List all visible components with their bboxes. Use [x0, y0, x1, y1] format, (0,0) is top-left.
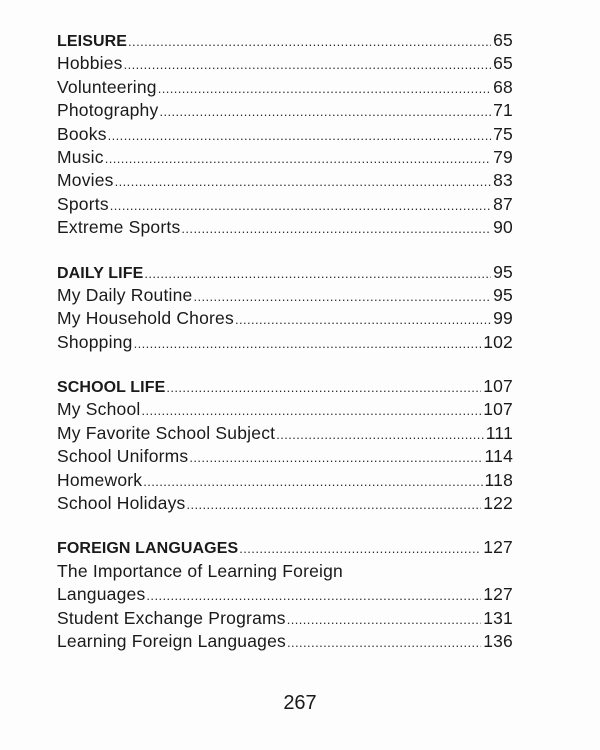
toc-entry-page: 90 [493, 217, 513, 238]
toc-heading-label: FOREIGN LANGUAGES [57, 540, 239, 558]
toc-entry-page: 83 [493, 170, 513, 191]
toc-entry-page: 99 [493, 308, 513, 329]
toc-entry-label: Books [57, 123, 107, 144]
dot-leader [115, 170, 491, 193]
toc-entry-page: 79 [493, 146, 513, 167]
dot-leader [287, 631, 481, 654]
toc-entry [57, 422, 513, 445]
toc-entry-label: Shopping [57, 331, 133, 352]
toc-heading [57, 536, 513, 559]
toc-entry-page: 111 [485, 422, 513, 443]
toc-entry [57, 52, 513, 75]
toc-entry-label: Learning Foreign Languages [57, 630, 286, 651]
dot-leader [159, 100, 491, 123]
toc-entry-page: 102 [483, 331, 513, 352]
toc-section-foreign-languages [57, 536, 513, 653]
toc-entry-page: 136 [483, 630, 513, 651]
toc-entry-page: 68 [493, 76, 513, 97]
page-number: 267 [283, 692, 317, 714]
toc-heading-label: DAILY LIFE [57, 264, 144, 282]
table-of-contents [57, 29, 513, 674]
dot-leader [108, 124, 491, 147]
toc-entry-label: Photography [57, 100, 159, 121]
dot-leader [189, 446, 482, 469]
dot-leader [124, 53, 492, 76]
dot-leader [193, 285, 491, 308]
dot-leader [134, 332, 482, 355]
toc-entry [57, 469, 513, 492]
dot-leader [166, 376, 481, 399]
toc-entry [57, 284, 513, 307]
toc-entry-label: My Household Chores [57, 308, 234, 329]
dot-leader [128, 30, 491, 53]
toc-heading-label: LEISURE [57, 33, 128, 50]
toc-entry [57, 630, 513, 653]
dot-leader [181, 217, 491, 240]
toc-entry-page: 87 [493, 193, 513, 214]
dot-leader [158, 77, 491, 100]
dot-leader [142, 399, 482, 422]
toc-entry-label: Sports [57, 193, 109, 214]
toc-entry-label: School Uniforms [57, 446, 189, 467]
toc-entry-label: School Holidays [57, 493, 186, 514]
toc-entry [57, 492, 513, 515]
toc-entry-label: Music [57, 146, 104, 167]
toc-entry-label: Hobbies [57, 53, 123, 74]
dot-leader [146, 584, 481, 607]
toc-entry [57, 331, 513, 354]
toc-heading [57, 261, 513, 284]
toc-entry [57, 445, 513, 468]
dot-leader [235, 308, 491, 331]
toc-entry-label: Extreme Sports [57, 217, 181, 238]
toc-entry [57, 307, 513, 330]
toc-entry [57, 607, 513, 630]
toc-entry-label: Movies [57, 170, 114, 191]
toc-entry-label: Homework [57, 469, 143, 490]
toc-entry [57, 398, 513, 421]
toc-entry [57, 560, 513, 583]
toc-heading-page: 65 [493, 30, 513, 50]
dot-leader [276, 423, 484, 446]
toc-entry-page: 122 [483, 493, 513, 514]
dot-leader [105, 147, 491, 170]
toc-heading-label: SCHOOL LIFE [57, 379, 166, 397]
toc-entry [57, 146, 513, 169]
dot-leader [110, 194, 491, 217]
toc-heading-page: 95 [493, 261, 513, 282]
toc-entry-page: 95 [493, 284, 513, 305]
toc-entry-page: 71 [493, 100, 513, 121]
toc-entry-page: 118 [484, 469, 513, 490]
toc-heading-page: 127 [483, 537, 513, 558]
toc-section-leisure [57, 29, 513, 240]
toc-entry-label: My School [57, 399, 141, 420]
toc-entry-label: My Daily Routine [57, 284, 193, 305]
toc-entry-label: The Importance of Learning Foreign [57, 560, 343, 581]
toc-section-school-life [57, 375, 513, 515]
toc-entry [57, 76, 513, 99]
toc-entry [57, 583, 513, 606]
dot-leader [143, 470, 482, 493]
toc-entry [57, 193, 513, 216]
toc-entry-label: Student Exchange Programs [57, 607, 286, 628]
toc-heading [57, 375, 513, 398]
dot-leader [186, 493, 481, 516]
toc-entry-label: Volunteering [57, 76, 157, 97]
dot-leader [287, 608, 481, 631]
toc-entry [57, 123, 513, 146]
toc-entry-page: 131 [483, 607, 513, 628]
dot-leader [239, 537, 481, 560]
toc-entry [57, 169, 513, 192]
dot-leader [144, 262, 491, 285]
toc-entry-page: 127 [483, 584, 513, 605]
toc-entry-label: Languages [57, 584, 146, 605]
toc-heading [57, 29, 513, 52]
toc-heading-page: 107 [483, 376, 513, 397]
toc-entry [57, 99, 513, 122]
toc-entry-page: 114 [484, 446, 513, 467]
toc-entry-page: 75 [493, 123, 513, 144]
toc-entry [57, 216, 513, 239]
toc-section-daily-life [57, 261, 513, 355]
toc-entry-label: My Favorite School Subject [57, 422, 276, 443]
toc-entry-page: 65 [493, 53, 513, 74]
toc-entry-page: 107 [483, 399, 513, 420]
